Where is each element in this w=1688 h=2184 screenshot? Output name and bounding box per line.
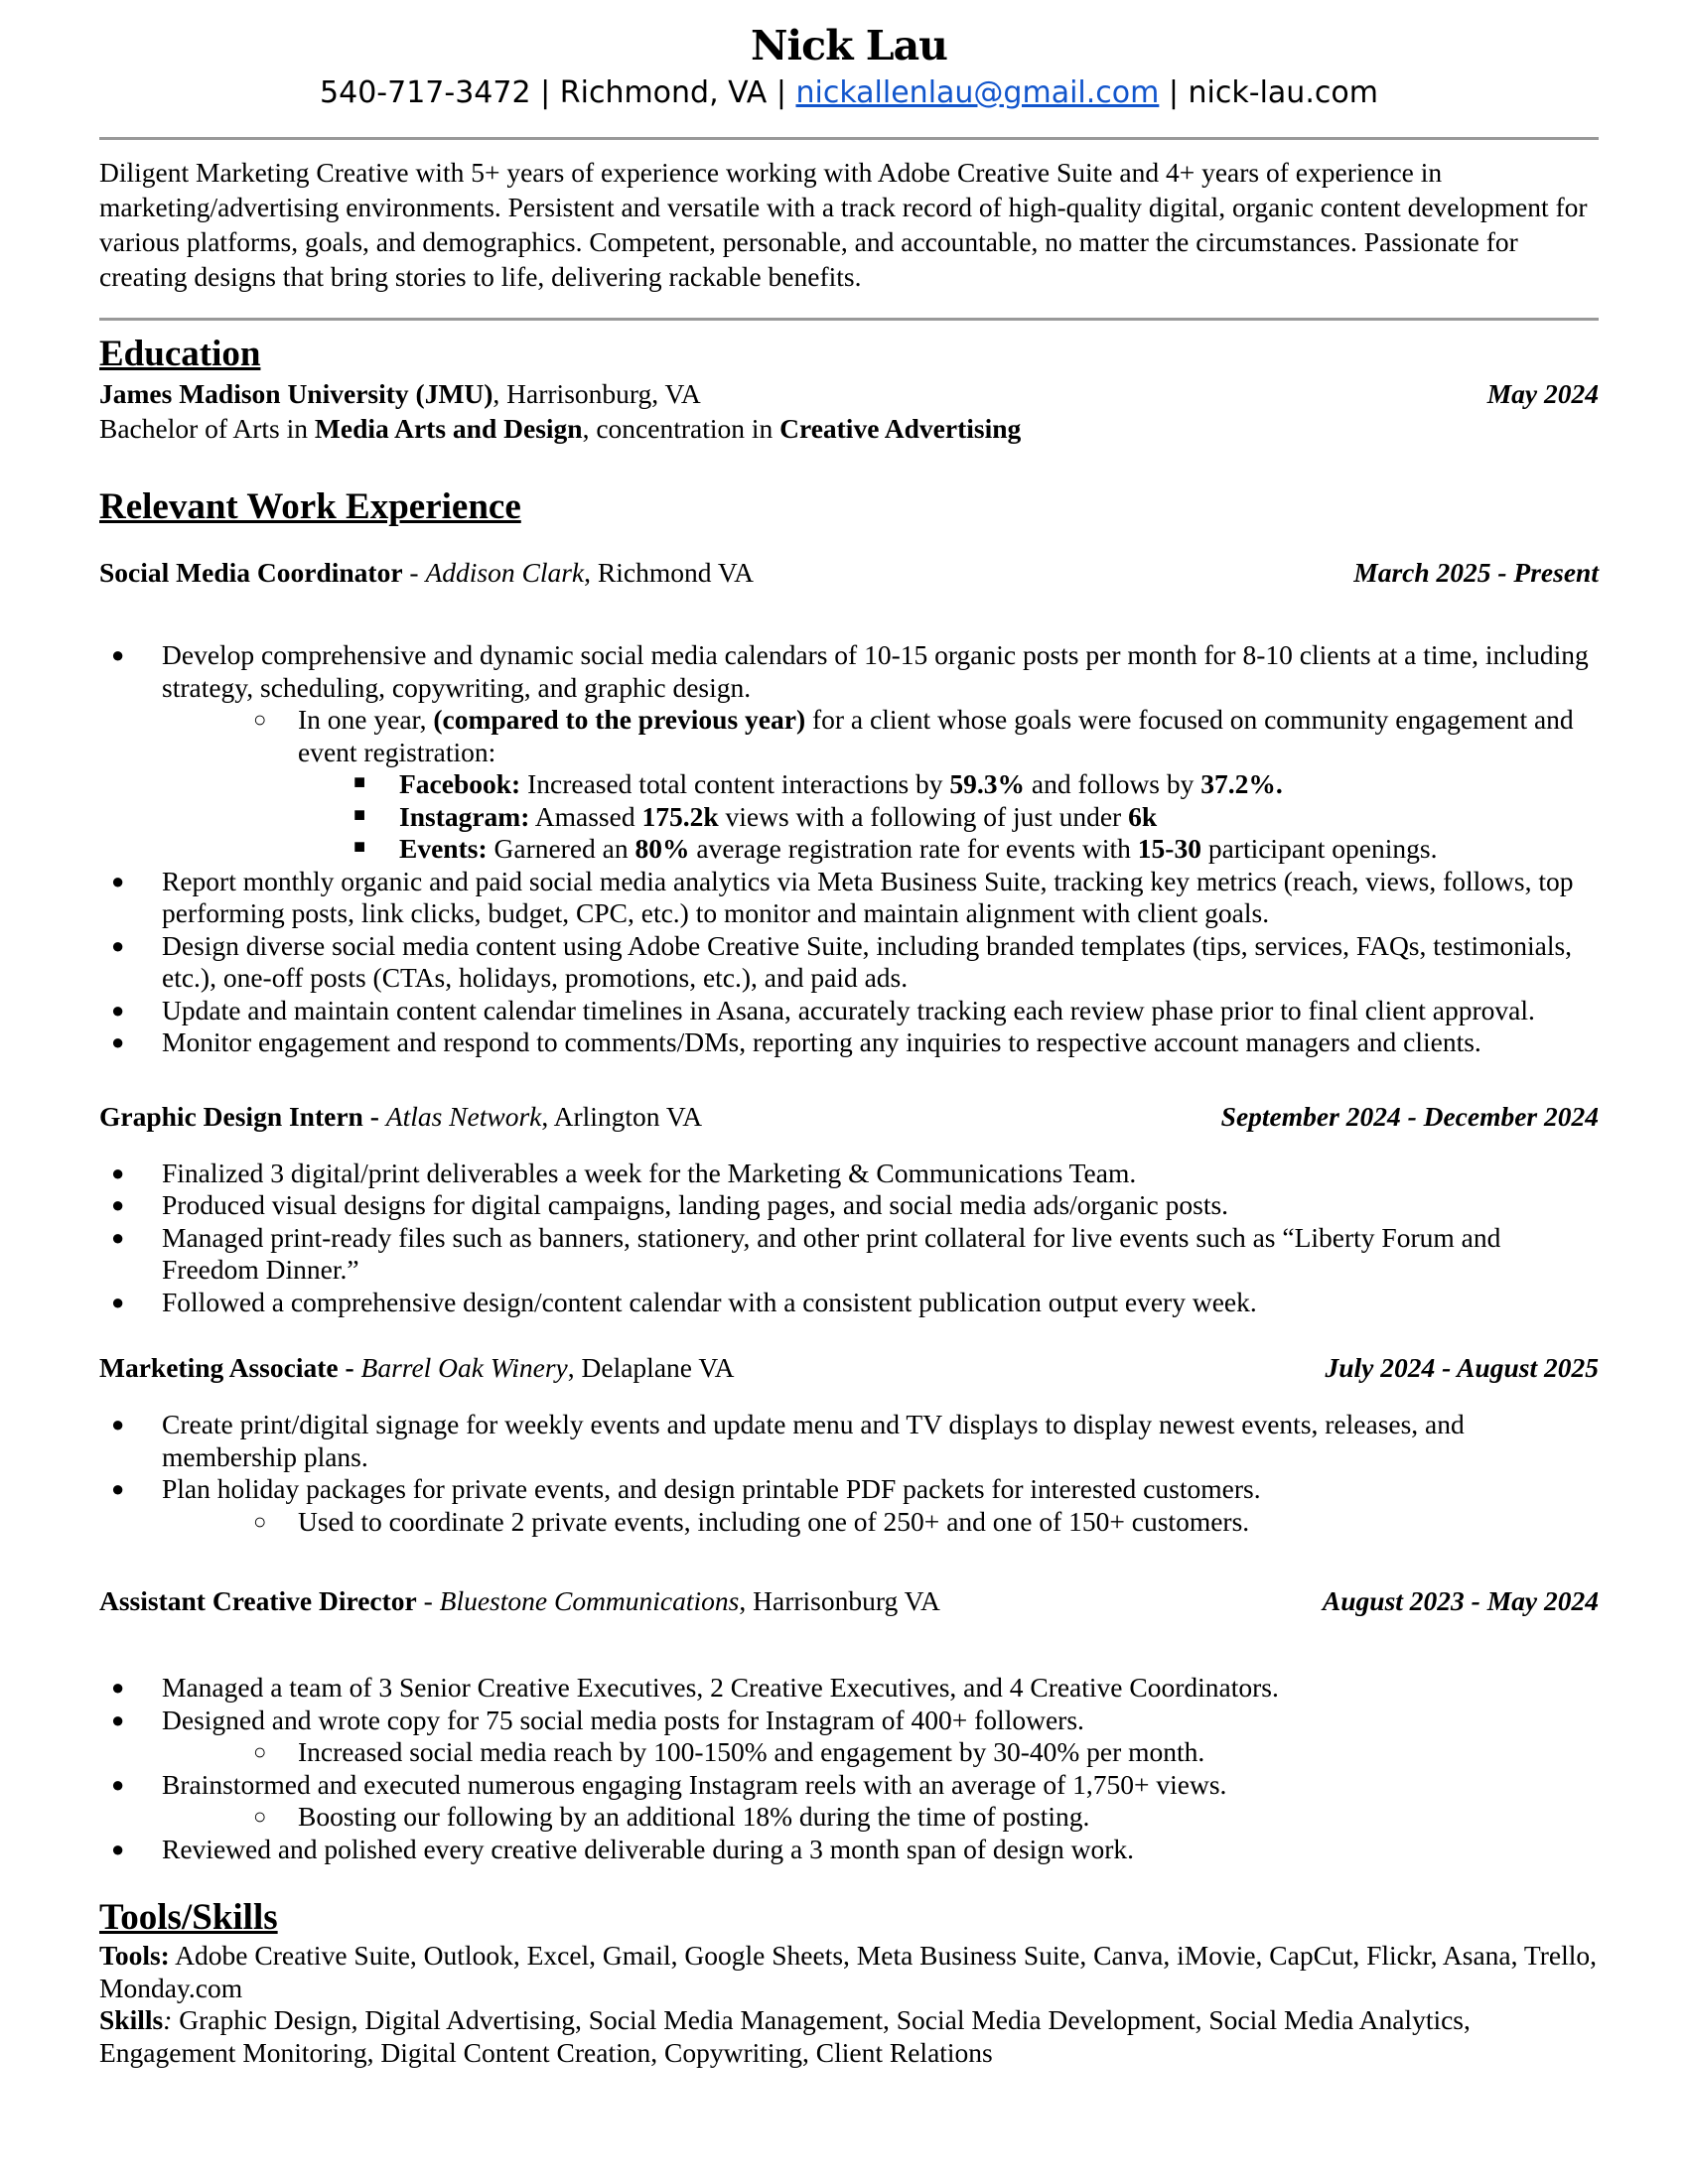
list-item: ● Produced visual designs for digital campaigns, landing pages, and social media ads/organic posts. bbox=[111, 1189, 1229, 1220]
education-heading: Education bbox=[99, 334, 261, 374]
email-link[interactable]: nickallenlau@gmail.com bbox=[795, 75, 1160, 110]
job-date: July 2024 - August 2025 bbox=[1325, 1352, 1599, 1383]
education-date: May 2024 bbox=[1486, 378, 1599, 409]
list-item: ● Designed and wrote copy for 75 social media posts for Instagram of 400+ followers. ○ Increased social media reach by 100-150% and engagement by 30-40% per month. bbox=[99, 1705, 1599, 1769]
tools-heading: Tools/Skills bbox=[99, 1897, 278, 1938]
job-header: Social Media Coordinator - Addison Clark, Richmond VA March 2025 - Present bbox=[99, 557, 1599, 588]
list-item: ○ In one year, (compared to the previous year) for a client whose goals were focused on community engagement and event registration: ■ Facebook: Increased total content interactions by 59.3% and follows by 37.2%. ■ Instagram: Amassed 175.2k views with a following of just under 6k ■ Events: Garnered an 80% average registration rate for events with 15-30 participant openings. bbox=[99, 704, 1599, 866]
website: nick-lau.com bbox=[1188, 75, 1378, 110]
list-item: ● Create print/digital signage for weekly events and update menu and TV displays to display newest events, releases, and membership plans. bbox=[111, 1409, 1465, 1472]
list-item: ● Managed a team of 3 Senior Creative Executives, 2 Creative Executives, and 4 Creative Coordinators. bbox=[111, 1672, 1279, 1703]
location: Richmond, VA bbox=[559, 75, 768, 110]
list-item: ■ Facebook: Increased total content interactions by 59.3% and follows by 37.2%. bbox=[353, 768, 1283, 799]
job-bullets bbox=[99, 1409, 1599, 1538]
resume-page bbox=[99, 0, 1599, 2069]
job-title: Graphic Design Intern bbox=[99, 1100, 363, 1132]
list-item: ● Managed print-ready files such as banners, stationery, and other print collateral for live events such as “Liberty Forum and Freedom Dinner.” bbox=[111, 1221, 1501, 1285]
tools-line: Tools: Adobe Creative Suite, Outlook, Excel, Gmail, Google Sheets, Meta Business Suite, Canva, iMovie, CapCut, Flickr, Asana, Trello, Monday.com bbox=[99, 1940, 1597, 2003]
job-header: Graphic Design Intern - Atlas Network, Arlington VA September 2024 - December 2024 bbox=[99, 1100, 1599, 1132]
phone: 540-717-3472 bbox=[320, 75, 531, 110]
divider bbox=[99, 137, 1599, 140]
skills-line: Skills: Graphic Design, Digital Advertising, Social Media Management, Social Media Development, Social Media Analytics, Engagement Monitoring, Digital Content Creation, Copywriting, Client Relations bbox=[99, 2004, 1471, 2068]
job-date: August 2023 - May 2024 bbox=[1322, 1585, 1599, 1616]
degree-line: Bachelor of Arts in Media Arts and Design, concentration in Creative Advertising bbox=[99, 413, 1022, 444]
job-date: September 2024 - December 2024 bbox=[1220, 1100, 1599, 1132]
list-item: ● Finalized 3 digital/print deliverables a week for the Marketing & Communications Team. bbox=[111, 1157, 1137, 1188]
job-bullets bbox=[99, 1158, 1599, 1319]
list-item: ● Monitor engagement and respond to comments/DMs, reporting any inquiries to respective account managers and clients. bbox=[111, 1026, 1481, 1057]
school-name: James Madison University (JMU) bbox=[99, 378, 493, 409]
education-row: James Madison University (JMU), Harrisonburg, VA May 2024 bbox=[99, 378, 1599, 409]
list-item: ● Update and maintain content calendar timelines in Asana, accurately tracking each review phase prior to final client approval. bbox=[111, 994, 1535, 1025]
list-item: ● Plan holiday packages for private events, and design printable PDF packets for interested customers. ○ Used to coordinate 2 private events, including one of 250+ and one of 150+ customers. bbox=[99, 1473, 1599, 1538]
list-item: ○ Used to coordinate 2 private events, including one of 250+ and one of 150+ customers. bbox=[253, 1505, 1250, 1537]
company: Bluestone Communications bbox=[439, 1585, 740, 1616]
job-title: Assistant Creative Director bbox=[99, 1585, 417, 1616]
list-item: ● Design diverse social media content using Adobe Creative Suite, including branded templates (tips, services, FAQs, testimonials, etc.), one-off posts (CTAs, holidays, promotions, etc.), and paid ads. bbox=[111, 929, 1573, 993]
job-bullets bbox=[99, 1672, 1599, 1865]
list-item: ● Followed a comprehensive design/content calendar with a consistent publication output every week. bbox=[111, 1286, 1257, 1317]
list-item: ○ Increased social media reach by 100-150% and engagement by 30-40% per month. bbox=[253, 1736, 1205, 1767]
resume-name: Nick Lau bbox=[751, 22, 947, 69]
divider bbox=[99, 318, 1599, 321]
list-item: ○ Boosting our following by an additional 18% during the time of posting. bbox=[253, 1801, 1090, 1832]
job-header: Marketing Associate - Barrel Oak Winery, Delaplane VA July 2024 - August 2025 bbox=[99, 1352, 1599, 1383]
job-date: March 2025 - Present bbox=[1353, 557, 1599, 588]
company: Atlas Network bbox=[385, 1100, 542, 1132]
list-item: ● Reviewed and polished every creative deliverable during a 3 month span of design work. bbox=[111, 1833, 1135, 1864]
contact-line: 540-717-3472 | Richmond, VA | nickallenlau@gmail.com | nick-lau.com bbox=[320, 75, 1378, 110]
job-title: Social Media Coordinator bbox=[99, 557, 403, 588]
list-item: ● Brainstormed and executed numerous engaging Instagram reels with an average of 1,750+ views. ○ Boosting our following by an additional 18% during the time of posting. bbox=[99, 1769, 1599, 1834]
summary: Diligent Marketing Creative with 5+ years of experience working with Adobe Creative Suite and 4+ years of experience in marketing/advertising environments. Persistent and versatile with a track record of high-quality digital, organic content development for various platforms, goals, and demographics. Competent, personable, and accountable, no matter the circumstances. Passionate for creating designs that bring stories to life, delivering rackable benefits. bbox=[99, 157, 1588, 292]
work-heading: Relevant Work Experience bbox=[99, 486, 521, 527]
company: Barrel Oak Winery bbox=[360, 1352, 568, 1383]
list-item: ● Report monthly organic and paid social media analytics via Meta Business Suite, tracking key metrics (reach, views, follows, top performing posts, link clicks, budget, CPC, etc.) to monitor and maintain alignment with client goals. bbox=[111, 865, 1574, 928]
list-item: ■ Events: Garnered an 80% average registration rate for events with 15-30 participant openings. bbox=[353, 833, 1438, 864]
job-title: Marketing Associate bbox=[99, 1352, 339, 1383]
list-item: ● Develop comprehensive and dynamic social media calendars of 10-15 organic posts per month for 8-10 clients at a time, including strategy, scheduling, copywriting, and graphic design. ○ In one year, (compared to the previous year) for a client whose goals were focused on community engagement and event registration: ■ Facebook: Increased total content interactions by 59.3% and follows by 37.2%. ■ Instagram: Amassed 175.2k views with a following of just under 6k ■ Events: Garnered an 80% average registration rate for events with 15-30 participant openings. bbox=[99, 639, 1599, 866]
job-bullets bbox=[99, 639, 1599, 1059]
job-header: Assistant Creative Director - Bluestone Communications, Harrisonburg VA August 2023 - May 2024 bbox=[99, 1585, 1599, 1616]
company: Addison Clark bbox=[425, 557, 585, 588]
list-item: ■ Instagram: Amassed 175.2k views with a following of just under 6k bbox=[353, 800, 1158, 832]
